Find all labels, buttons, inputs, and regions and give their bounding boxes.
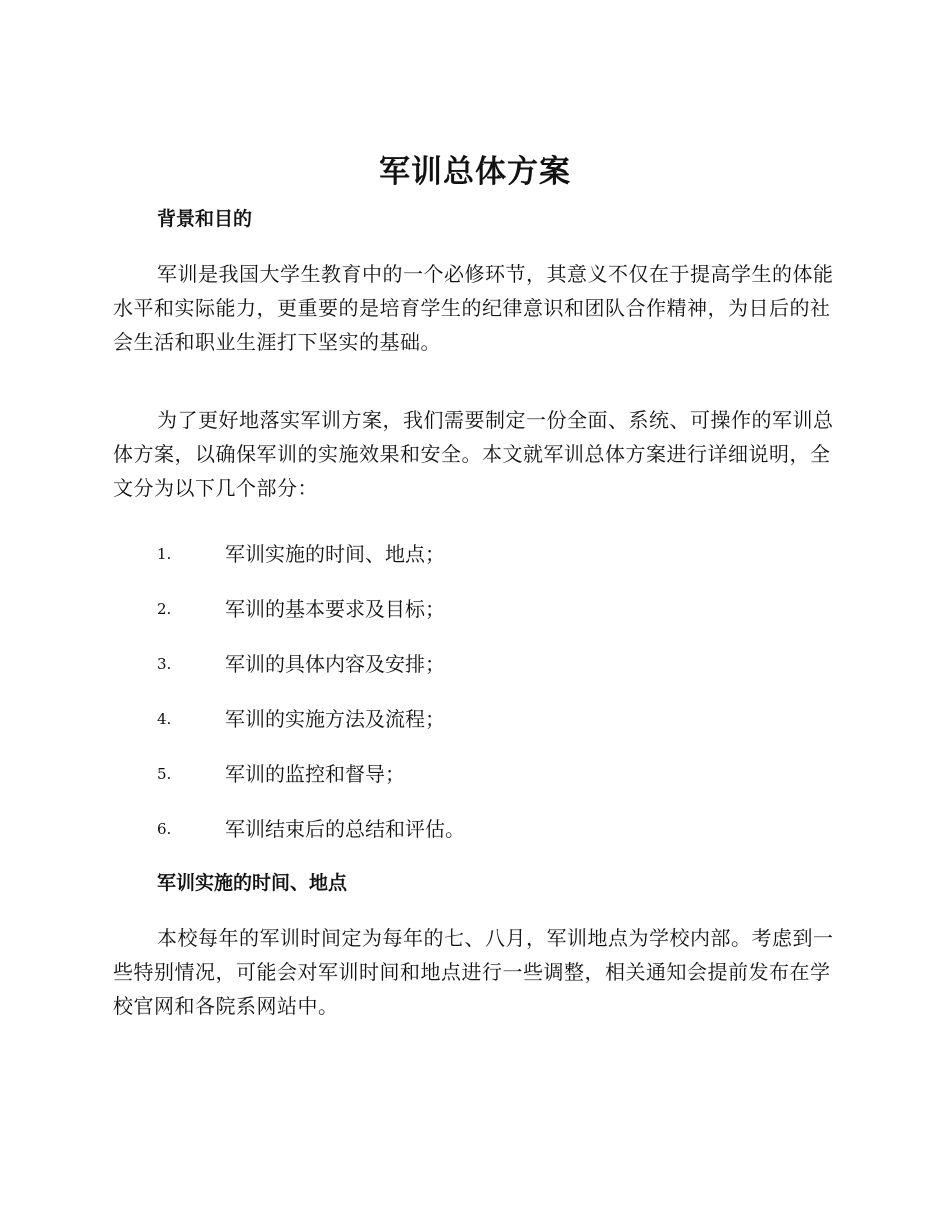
list-item bbox=[157, 759, 757, 789]
paragraph-background-purpose: 军训是我国大学生教育中的一个必修环节，其意义不仅在于提高学生的体能水平和实际能力，更重要的是培育学生的纪律意识和团队合作精神，为日后的社会生活和职业生涯打下坚实的基础。 bbox=[113, 262, 834, 354]
list-item-number: 1. bbox=[157, 545, 172, 563]
section-heading-background: 背景和目的 bbox=[157, 208, 253, 230]
list-item-text: 军训的具体内容及安排； bbox=[225, 652, 445, 676]
list-item-number: 3. bbox=[157, 655, 172, 673]
list-item bbox=[157, 539, 757, 569]
list-item-text: 军训的实施方法及流程； bbox=[225, 707, 445, 731]
list-item bbox=[157, 814, 757, 844]
list-item bbox=[157, 649, 757, 679]
paragraph-plan-overview: 为了更好地落实军训方案，我们需要制定一份全面、系统、可操作的军训总体方案，以确保军训的实施效果和安全。本文就军训总体方案进行详细说明，全文分为以下几个部分： bbox=[113, 408, 834, 500]
list-item bbox=[157, 704, 757, 734]
list-item-text: 军训的监控和督导； bbox=[225, 762, 405, 786]
document-title: 军训总体方案 bbox=[379, 154, 571, 190]
list-item-number: 4. bbox=[157, 710, 172, 728]
list-item-number: 2. bbox=[157, 600, 172, 618]
list-item-number: 5. bbox=[157, 765, 172, 783]
section-heading-time-location: 军训实施的时间、地点 bbox=[157, 872, 348, 894]
list-item-text: 军训的基本要求及目标； bbox=[225, 597, 445, 621]
paragraph-time-location: 本校每年的军训时间定为每年的七、八月，军训地点为学校内部。考虑到一些特别情况，可能会对军训时间和地点进行一些调整，相关通知会提前发布在学校官网和各院系网站中。 bbox=[113, 926, 834, 1018]
list-item-text: 军训结束后的总结和评估。 bbox=[225, 817, 465, 841]
list-item bbox=[157, 594, 757, 624]
list-item-text: 军训实施的时间、地点； bbox=[225, 542, 445, 566]
list-item-number: 6. bbox=[157, 820, 172, 838]
